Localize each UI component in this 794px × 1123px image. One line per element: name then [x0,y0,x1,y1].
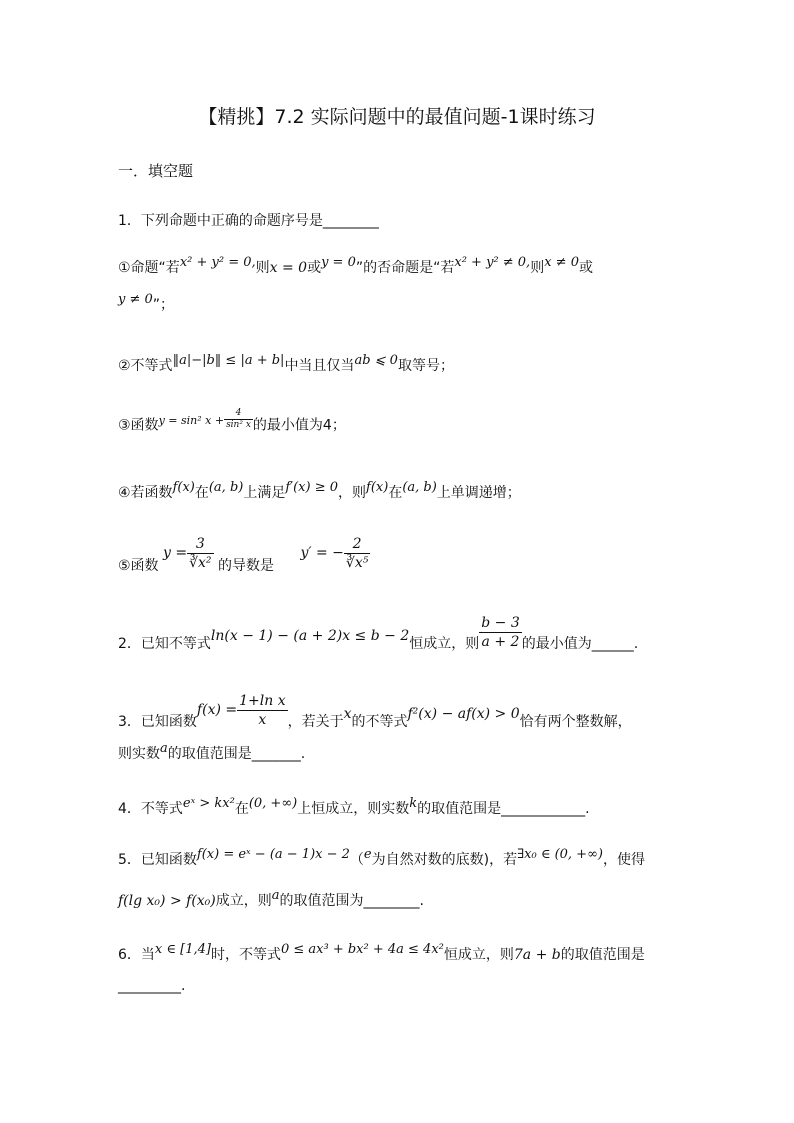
question-1-option-2: ②不等式‖a|−|b‖ ≤ |a + b|中当且仅当ab ⩽ 0取等号； [118,353,454,374]
question-1-option-3: ③函数$^{y = sin^2 x +}$ $\frac{4}{\text{sin² x}}$ 的最小值为4； [118,408,346,434]
question-4: 4．不等式eˣ > kx²在(0, +∞)上恒成立，则实数k的取值范围是____________. [118,796,590,817]
section-heading: 一．填空题 [118,162,194,180]
question-5-line-1: 5．已知函数f(x) = eˣ − (a − 1)x − 2（e为自然对数的底数)，若∃x₀ ∈ (0, +∞)，使得 [118,847,645,868]
question-1-stem: 1．下列命题中正确的命题序号是________ [118,213,379,229]
question-1-option-1-line-1: ①命题“若x² + y² = 0,则x = 0或y = 0”的否命题是“若x² + y² ≠ 0,则x ≠ 0或 [118,255,593,276]
question-1-option-1-line-2: y ≠ 0”； [118,292,175,313]
question-2: 2．已知不等式ln(x − 1) − (a + 2)x ≤ b − 2恒成立，则 $\frac{b - 3}{a + 2}$ 的最小值为______. [118,614,639,652]
question-1-option-5: ⑤函数 y = $\frac{3}{\text{∛x²}}$ 的导数是 y′ = − $\frac{2}{\text{∛x⁵}}$ [118,535,369,574]
question-3-line-2: 则实数a的取值范围是_______. [118,741,306,762]
question-6-line-2: _________. [118,978,186,994]
question-1-option-4: ④若函数f(x)在(a, b)上满足f′(x) ≥ 0，则f(x)在(a, b)上单调递增； [118,480,521,501]
question-5-line-2: f(lg x₀) > f(x₀)成立，则a的取值范围为________. [118,888,424,909]
page-title: 【精挑】7.2 实际问题中的最值问题-1课时练习 [198,106,596,128]
question-6-line-1: 6．当x ∈ [1,4]时，不等式0 ≤ ax³ + bx² + 4a ≤ 4x²恒成立，则7a + b的取值范围是 [118,942,645,963]
question-3-line-1: 3．已知函数f(x) = $\frac{\text{1+ln x}}{x}$ ，若关于x的不等式f²(x) − af(x) > 0恰有两个整数解， [118,692,632,730]
